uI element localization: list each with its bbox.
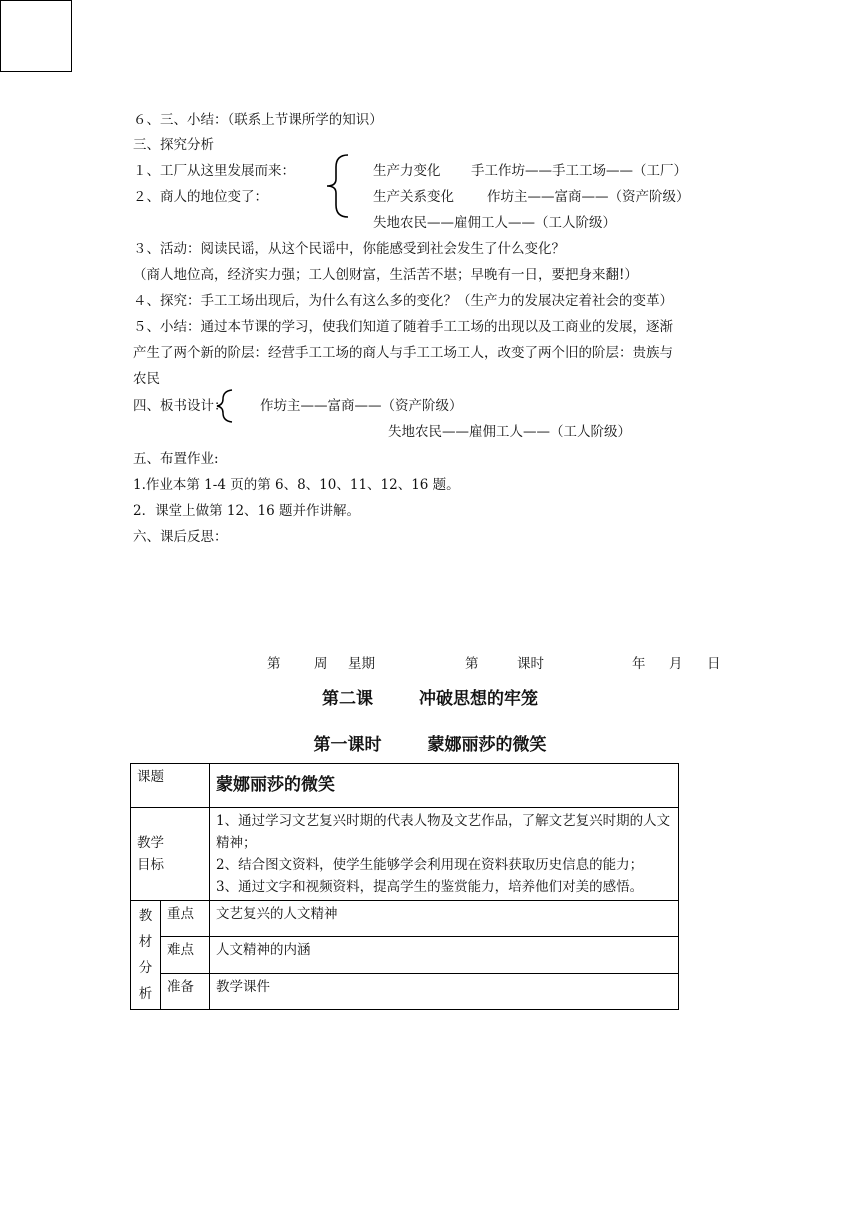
analysis-row-key (131, 901, 679, 937)
board-brace (214, 388, 236, 424)
day: 日 (707, 656, 721, 672)
goal-3: 3、通过文字和视频资料，提高学生的鉴赏能力，培养他们对美的感悟。 (216, 879, 644, 895)
analysis-char-4: 析 (138, 986, 153, 1002)
month: 月 (669, 656, 683, 672)
week-prefix: 第 (267, 656, 281, 672)
preparation-label: 准备 (161, 973, 210, 1009)
reflection: 六、课后反思： (133, 529, 228, 545)
topic-label: 课题 (131, 764, 210, 808)
brace-content-1: 手工作坊——手工工场——（工厂） (471, 163, 687, 179)
period-name: 蒙娜丽莎的微笑 (427, 735, 547, 755)
summary-line-3: 农民 (133, 371, 160, 387)
question-2: ２、商人的地位变了： (133, 189, 268, 205)
homework-title: 五、布置作业: (133, 451, 219, 467)
period-title (0, 730, 860, 755)
year: 年 (632, 656, 646, 672)
analysis-row-difficulty (131, 937, 679, 973)
period-suffix: 课时 (517, 656, 544, 672)
difficulty-value: 人文精神的内涵 (210, 937, 679, 973)
brace-content-2: 作坊主——富商——（资产阶级） (487, 189, 690, 205)
date-row (0, 652, 860, 672)
brace-content-3: 失地农民——雇佣工人——（工人阶级） (373, 215, 616, 231)
section-explore: 三、探究分析 (133, 137, 214, 153)
key-point-value: 文艺复兴的人文精神 (210, 901, 679, 937)
weekday: 星期 (348, 656, 375, 672)
goals-cell (210, 808, 679, 901)
goal-2: 2、结合图文资料，使学生能够学会利用现在资料获取历史信息的能力； (216, 857, 644, 873)
preparation-value: 教学课件 (210, 973, 679, 1009)
summary-prev: ６、三、小结：（联系上节课所学的知识） (133, 112, 383, 128)
inquiry: ４、探究：手工工场出现后，为什么有这么多的变化？（生产力的发展决定着社会的变革） (133, 293, 673, 309)
key-point-label: 重点 (161, 901, 210, 937)
brace-label-1: 生产力变化 (373, 163, 441, 179)
topic-value: 蒙娜丽莎的微笑 (210, 764, 679, 808)
lesson-title (0, 684, 860, 709)
goal-label-2: 目标 (137, 857, 164, 873)
board-item-2: 失地农民——雇佣工人——（工人阶级） (388, 424, 631, 440)
goal-label-1: 教学 (137, 835, 164, 851)
lesson-name: 冲破思想的牢笼 (418, 689, 538, 709)
summary-line-1: ５、小结：通过本节课的学习，使我们知道了随着手工工场的出现以及工商业的发展，逐渐 (133, 319, 673, 335)
analysis-char-2: 材 (138, 934, 153, 950)
goal-row (131, 808, 679, 901)
analysis-char-3: 分 (138, 960, 153, 976)
analysis-row-preparation (131, 973, 679, 1009)
corner-box (0, 0, 72, 72)
topic-row (131, 764, 679, 808)
lesson-number: 第二课 (322, 689, 374, 709)
homework-1: 1.作业本第 1-4 页的第 6、8、10、11、12、16 题。 (133, 477, 460, 493)
board-item-1: 作坊主——富商——（资产阶级） (260, 398, 463, 414)
difficulty-label: 难点 (161, 937, 210, 973)
left-brace (322, 153, 352, 219)
goal-1: 1、通过学习文艺复兴时期的代表人物及文艺作品，了解文艺复兴时期的人文精神； (216, 813, 671, 851)
brace-label-2: 生产关系变化 (373, 189, 454, 205)
goal-label (131, 808, 210, 901)
homework-2: 2．课堂上做第 12、16 题并作讲解。 (133, 503, 361, 519)
board-title: 四、板书设计： (133, 398, 228, 414)
activity: ３、活动：阅读民谣，从这个民谣中，你能感受到社会发生了什么变化？ (133, 241, 565, 257)
question-1: １、工厂从这里发展而来： (133, 163, 295, 179)
analysis-label (131, 901, 161, 1010)
analysis-char-1: 教 (138, 908, 153, 924)
period-number: 第一课时 (313, 735, 382, 755)
lesson-plan-table (130, 763, 679, 1010)
week-suffix: 周 (314, 656, 328, 672)
activity-answer: （商人地位高，经济实力强；工人创财富，生活苦不堪；早晚有一日，要把身来翻!） (133, 267, 638, 283)
summary-line-2: 产生了两个新的阶层：经营手工工场的商人与手工工场工人，改变了两个旧的阶层：贵族与 (133, 345, 673, 361)
period-prefix: 第 (465, 656, 479, 672)
